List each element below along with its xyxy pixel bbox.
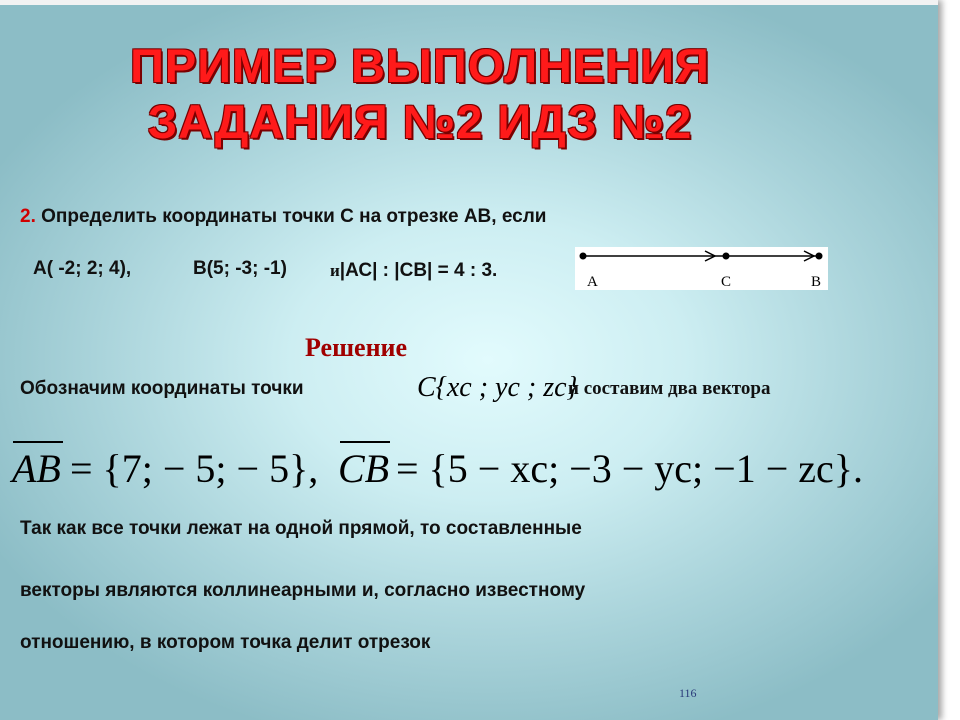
- title-line-1: ПРИМЕР ВЫПОЛНЕНИЯ: [130, 39, 710, 92]
- vector-ab-name: AB: [12, 446, 61, 491]
- page-number: 116: [679, 686, 697, 700]
- denote-suffix: и составим два вектора: [568, 378, 771, 399]
- point-c-dot: [723, 253, 730, 260]
- vector-bar-cb: [340, 441, 390, 443]
- segment-diagram: [575, 247, 828, 290]
- point-a-dot: [580, 253, 587, 260]
- task-number: 2.: [20, 206, 36, 227]
- slide-top-edge: [0, 0, 938, 5]
- paragraph-line-3: отношению, в котором точка делит отрезок: [20, 632, 431, 653]
- segment-svg: [575, 247, 828, 290]
- task-text: Определить координаты точки С на отрезке АВ, если: [41, 206, 547, 227]
- title-line-2: ЗАДАНИЯ №2 ИДЗ №2: [147, 95, 693, 148]
- vector-cb-value: = {5 − xc; −3 − yc; −1 − zc}.: [396, 446, 863, 491]
- vector-cb-name: CB: [338, 446, 390, 491]
- label-b: B: [811, 274, 822, 290]
- denote-formula-text: C{xc ; yc ; zc}: [417, 372, 578, 403]
- label-a: A: [587, 274, 598, 290]
- paragraph-line-2: векторы являются коллинеарными и, согласно известному: [20, 580, 586, 601]
- label-c: C: [721, 274, 732, 290]
- vector-ab: [12, 445, 61, 492]
- task-statement: [20, 206, 546, 228]
- paragraph-line-1: Так как все точки лежат на одной прямой, то составленные: [20, 518, 582, 539]
- vector-bar-ab: [13, 441, 63, 443]
- point-a: А( -2; 2; 4),: [33, 258, 132, 279]
- vector-ab-value: = {7; − 5; − 5},: [70, 446, 319, 491]
- ratio-text: |АС| : |СВ| = 4 : 3.: [339, 260, 498, 281]
- denote-text: Обозначим координаты точки: [20, 378, 304, 399]
- ratio-prefix: и: [330, 261, 340, 280]
- point-b-dot: [816, 253, 823, 260]
- point-b: В(5; -3; -1): [193, 258, 287, 279]
- ratio-condition: [330, 260, 497, 282]
- vector-cb: [338, 445, 389, 492]
- solution-heading: Решение: [305, 333, 408, 362]
- denote-formula: [417, 372, 578, 404]
